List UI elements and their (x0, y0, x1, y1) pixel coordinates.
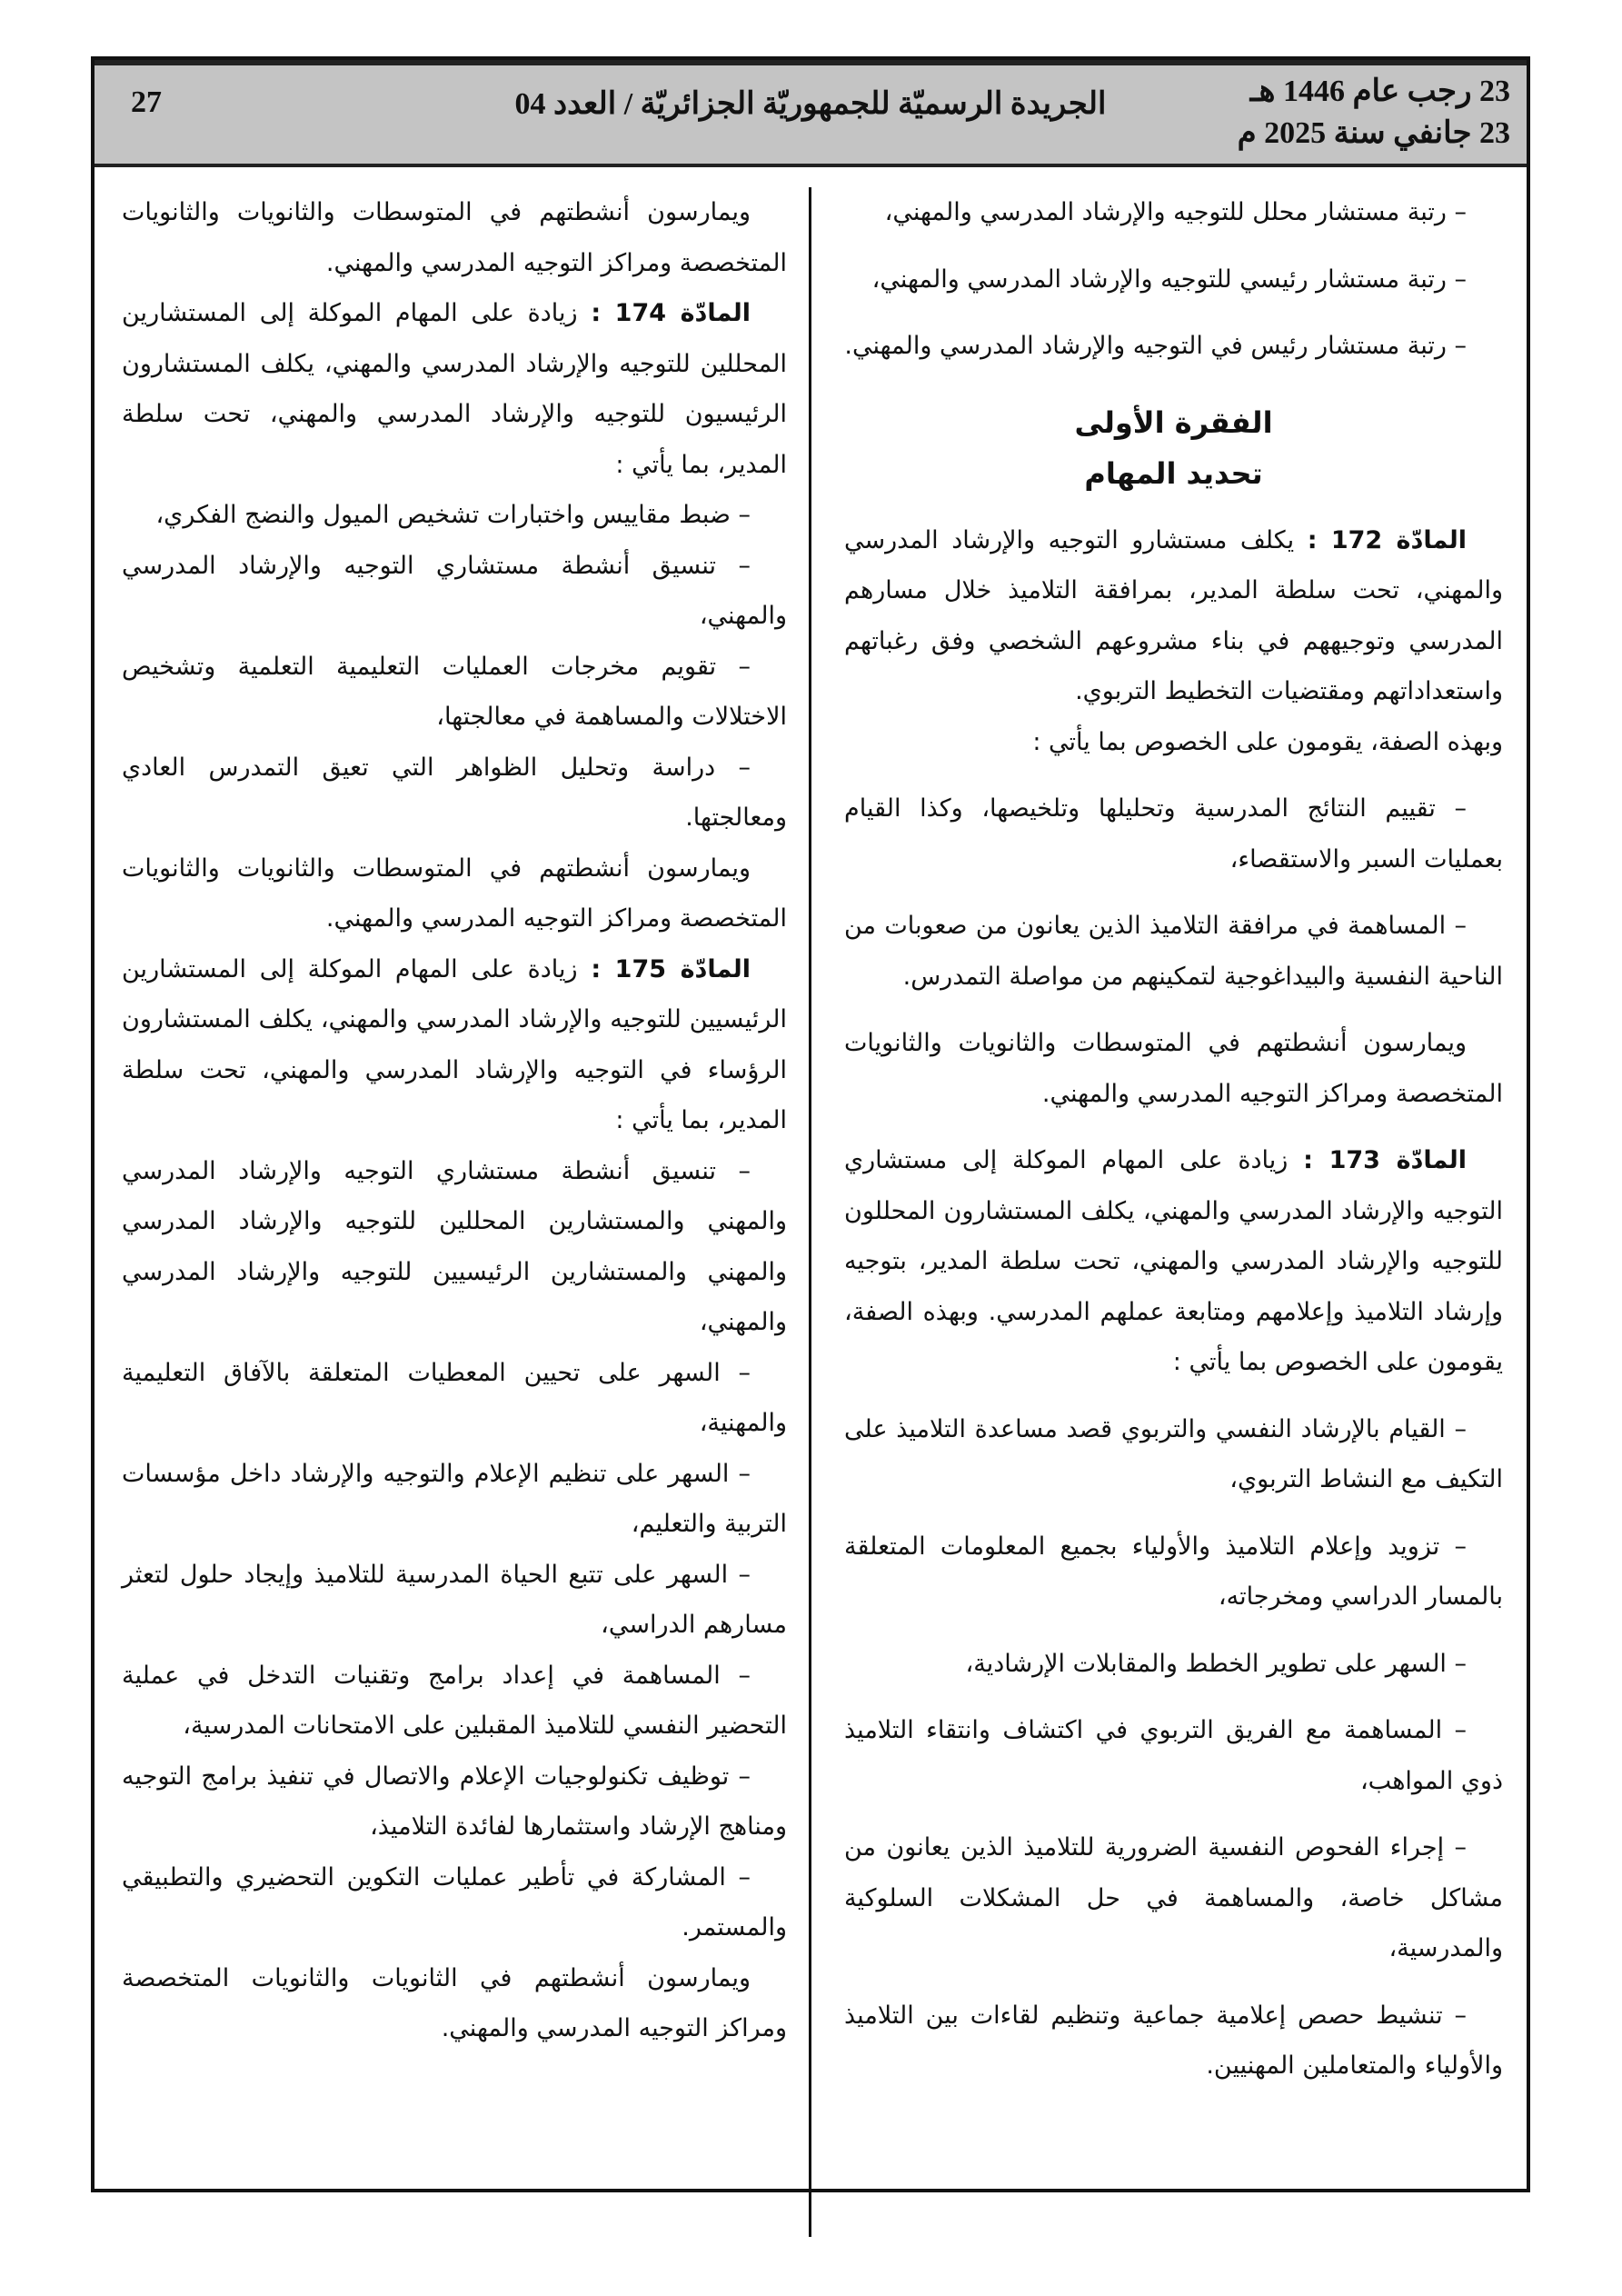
list-item: – توظيف تكنولوجيات الإعلام والاتصال في تنفيذ برامج التوجيه ومناهج الإرشاد واستثمارها لفائدة التلاميذ، (122, 1762, 787, 1841)
list-item: – إجراء الفحوص النفسية الضرورية للتلاميذ الذين يعانون من مشاكل خاصة، والمساهمة في حل المشكلات السلوكية والمدرسية، (844, 1833, 1503, 1962)
article-label: المادّة 175 : (591, 954, 751, 983)
list-item: – تقييم النتائج المدرسية وتحليلها وتلخيصها، وكذا القيام بعمليات السبر والاستقصاء، (844, 794, 1503, 873)
section-subtitle: تحديد المهام (1084, 455, 1263, 491)
rank-item: – رتبة مستشار محلل للتوجيه والإرشاد المدرسي والمهني، (884, 198, 1467, 226)
gregorian-date: 23 جانفي سنة 2025 م (1237, 116, 1510, 150)
list-item: – دراسة وتحليل الظواهر التي تعيق التمدرس العادي ومعالجتها. (122, 753, 787, 832)
article-label: المادّة 174 : (591, 299, 751, 327)
list-item: – القيام بالإرشاد النفسي والتربوي قصد مساعدة التلاميذ على التكيف مع النشاط التربوي، (844, 1414, 1503, 1493)
article-text: زيادة على المهام الموكلة إلى المستشارين المحللين للتوجيه والإرشاد المدرسي والمهني، يكلف المستشارون الرئيسيون للتوجيه والإرشاد المدرسي والمهني، تحت سلطة المدير، بما يأتي : (122, 299, 787, 479)
article-closing: ويمارسون أنشطتهم في المتوسطات والثانويات والثانويات المتخصصة ومراكز التوجيه المدرسي والمهني. (844, 1029, 1503, 1108)
article-173 (844, 1135, 1503, 1388)
page-number: 27 (131, 85, 162, 119)
list-item: – تنسيق أنشطة مستشاري التوجيه والإرشاد المدرسي والمهني والمستشارين المحللين للتوجيه والإرشاد المدرسي والمهني والمستشارين الرئيسيين للتوجيه والإرشاد المدرسي والمهني، (122, 1156, 787, 1336)
article-label: المادّة 172 : (1307, 525, 1467, 554)
rank-item: – رتبة مستشار رئيس في التوجيه والإرشاد المدرسي والمهني. (844, 332, 1467, 360)
list-item: – المشاركة في تأطير عمليات التكوين التحضيري والتطبيقي والمستمر. (122, 1862, 787, 1942)
list-item: – تنشيط حصص إعلامية جماعية وتنظيم لقاءات بين التلاميذ والأولياء والمتعاملين المهنيين. (844, 2001, 1503, 2080)
article-closing: ويمارسون أنشطتهم في الثانويات والثانويات المتخصصة ومراكز التوجيه المدرسي والمهني. (122, 1963, 787, 2042)
left-column (122, 187, 787, 2054)
list-item: – السهر على تحيين المعطيات المتعلقة بالآفاق التعليمية والمهنية، (122, 1358, 787, 1437)
list-item: – ضبط مقاييس واختبارات تشخيص الميول والنضج الفكري، (155, 501, 751, 529)
article-intro: وبهذه الصفة، يقومون على الخصوص بما يأتي : (1032, 727, 1503, 756)
article-172 (844, 515, 1503, 717)
list-item: – السهر على تنظيم الإعلام والتوجيه والإرشاد داخل مؤسسات التربية والتعليم، (122, 1459, 787, 1538)
article-175 (122, 944, 787, 1146)
article-text: يكلف مستشارو التوجيه والإرشاد المدرسي والمهني، تحت سلطة المدير، بمرافقة التلاميذ خلال مسارهم المدرسي وتوجيههم في بناء مشروعهم الشخصي وفق رغباتهم واستعداداتهم ومقتضيات التخطيط التربوي. (844, 525, 1503, 705)
section-title: الفقرة الأولى (1074, 404, 1273, 440)
list-item: – السهر على تتبع الحياة المدرسية للتلاميذ وإيجاد حلول لتعثر مسارهم الدراسي، (122, 1560, 787, 1639)
article-closing: ويمارسون أنشطتهم في المتوسطات والثانويات والثانويات المتخصصة ومراكز التوجيه المدرسي والمهني. (122, 198, 787, 277)
page-frame (91, 56, 1530, 2192)
gazette-title: الجريدة الرسميّة للجمهوريّة الجزائريّة / العدد 04 (514, 87, 1107, 121)
list-item: – السهر على تطوير الخطط والمقابلات الإرشادية، (965, 1649, 1467, 1678)
article-closing: ويمارسون أنشطتهم في المتوسطات والثانويات والثانويات المتخصصة ومراكز التوجيه المدرسي والمهني. (122, 854, 787, 933)
gazette-header (95, 60, 1527, 167)
list-item: – المساهمة في إعداد برامج وتقنيات التدخل في عملية التحضير النفسي للتلاميذ المقبلين على الامتحانات المدرسية، (122, 1661, 787, 1740)
list-item: – تقويم مخرجات العمليات التعليمية التعلمية وتشخيص الاختلالات والمساهمة في معالجتها، (122, 652, 787, 731)
rank-item: – رتبة مستشار رئيسي للتوجيه والإرشاد المدرسي والمهني، (871, 265, 1467, 294)
right-column (844, 187, 1503, 2091)
list-item: – تنسيق أنشطة مستشاري التوجيه والإرشاد المدرسي والمهني، (122, 551, 787, 630)
article-174 (122, 288, 787, 490)
article-text: زيادة على المهام الموكلة إلى المستشارين الرئيسيين للتوجيه والإرشاد المدرسي والمهني، يكلف المستشارون الرؤساء في التوجيه والإرشاد المدرسي والمهني، تحت سلطة المدير، بما يأتي : (122, 954, 787, 1134)
article-label: المادّة 173 : (1303, 1146, 1468, 1174)
list-item: – المساهمة مع الفريق التربوي في اكتشاف وانتقاء التلاميذ ذوي المواهب، (844, 1716, 1503, 1795)
column-divider (809, 187, 811, 2237)
list-item: – تزويد وإعلام التلاميذ والأولياء بجميع المعلومات المتعلقة بالمسار الدراسي ومخرجاته، (844, 1532, 1503, 1611)
article-text: زيادة على المهام الموكلة إلى مستشاري التوجيه والإرشاد المدرسي والمهني، يكلف المستشارون المحللون للتوجيه والإرشاد المدرسي والمهني، تحت سلطة المدير، بتوجيه وإرشاد التلاميذ وإعلامهم ومتابعة عملهم المدرسي. وبهذه الصفة، يقومون على الخصوص بما يأتي : (844, 1146, 1503, 1376)
hijri-date: 23 رجب عام 1446 هـ (1249, 75, 1510, 108)
list-item: – المساهمة في مرافقة التلاميذ الذين يعانون من صعوبات من الناحية النفسية والبيداغوجية لتمكينهم من مواصلة التمدرس. (844, 912, 1503, 991)
